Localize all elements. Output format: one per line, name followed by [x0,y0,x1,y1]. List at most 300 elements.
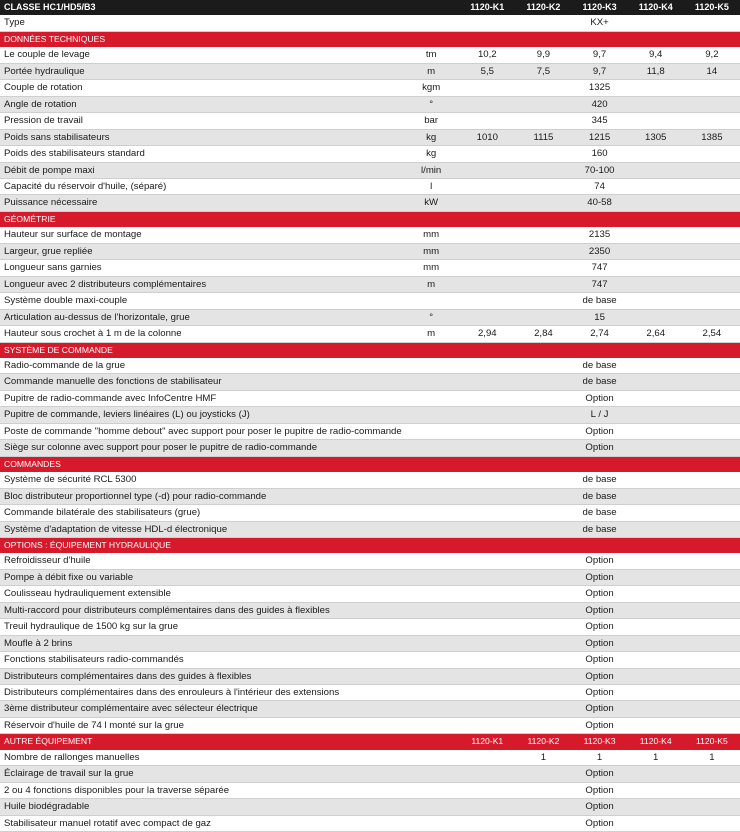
spec-unit [403,717,459,733]
spec-value-cell [684,619,740,635]
spec-value-cell [515,374,571,390]
spec-row [0,96,740,112]
spec-value-all: 345 [572,113,628,129]
spec-label: Largeur, grue repliée [0,243,403,259]
spec-row [0,47,740,63]
spec-value-cell [459,407,515,423]
spec-value-cell [515,390,571,406]
spec-value-cell [459,668,515,684]
model-header: 1120-K5 [684,734,740,750]
spec-label: Bloc distributeur proportionnel type (-d) pour radio-commande [0,488,403,504]
spec-value-all: Option [572,440,628,456]
spec-value-cell [515,80,571,96]
spec-value: 1 [684,750,740,766]
spec-unit [403,569,459,585]
spec-value-cell [628,472,684,488]
spec-value-cell [515,505,571,521]
spec-value-all: de base [572,374,628,390]
spec-value: 1010 [459,129,515,145]
spec-row [0,195,740,211]
spec-value-cell [684,521,740,537]
spec-value-cell [459,80,515,96]
spec-label: Longueur sans garnies [0,260,403,276]
spec-row [0,63,740,79]
model-header: 1120-K3 [572,734,628,750]
spec-row [0,15,740,31]
spec-value-cell [628,586,684,602]
spec-value-cell [459,766,515,782]
spec-value-cell [628,260,684,276]
spec-row [0,178,740,194]
spec-row [0,668,740,684]
spec-value-cell [684,178,740,194]
spec-value-cell [515,358,571,374]
spec-value-cell [684,146,740,162]
spec-value: 1115 [515,129,571,145]
spec-value: 1 [572,750,628,766]
spec-value-all: 2135 [572,227,628,243]
spec-value-cell [628,701,684,717]
spec-unit [403,782,459,798]
spec-value-cell [515,15,571,31]
spec-value-cell [628,309,684,325]
spec-value-cell [459,146,515,162]
spec-label: Hauteur sur surface de montage [0,227,403,243]
spec-unit [403,799,459,815]
spec-value-all: de base [572,488,628,504]
spec-label: Hauteur sous crochet à 1 m de la colonne [0,326,403,342]
spec-value-all: Option [572,553,628,569]
spec-unit [403,423,459,439]
spec-row [0,586,740,602]
spec-value-cell [628,178,684,194]
spec-value-all: 747 [572,260,628,276]
spec-unit: ° [403,309,459,325]
spec-value-cell [459,390,515,406]
spec-value-cell [628,146,684,162]
spec-value-cell [459,799,515,815]
spec-value-all: Option [572,586,628,602]
spec-unit [403,766,459,782]
spec-value-cell [515,602,571,618]
spec-value-all: de base [572,505,628,521]
spec-value-cell [628,358,684,374]
spec-value-cell [628,652,684,668]
spec-label: Siège sur colonne avec support pour poser le pupitre de radio-commande [0,440,403,456]
spec-value-all: Option [572,685,628,701]
spec-value-cell [515,488,571,504]
spec-value-all: Option [572,782,628,798]
spec-value-cell [628,96,684,112]
spec-row [0,717,740,733]
spec-row [0,472,740,488]
spec-row [0,80,740,96]
spec-value-cell [628,80,684,96]
spec-row [0,750,740,766]
spec-value-all: Option [572,569,628,585]
spec-label: Coulisseau hydrauliquement extensible [0,586,403,602]
spec-label: Pression de travail [0,113,403,129]
spec-value: 14 [684,63,740,79]
spec-value-all: Option [572,635,628,651]
spec-unit [403,390,459,406]
spec-value-cell [515,309,571,325]
spec-value-cell [628,815,684,831]
spec-value-all: Option [572,423,628,439]
spec-value-all: Option [572,390,628,406]
spec-value-all: de base [572,472,628,488]
spec-value-cell [459,293,515,309]
spec-value-cell [628,195,684,211]
spec-row [0,521,740,537]
section-unit-cell [403,734,459,750]
spec-value-cell [515,701,571,717]
spec-value-cell [684,586,740,602]
spec-value-cell [684,407,740,423]
spec-value-cell [628,293,684,309]
spec-value-cell [628,488,684,504]
spec-value-cell [459,358,515,374]
spec-row [0,162,740,178]
section-header [0,456,740,472]
spec-value-cell [459,569,515,585]
spec-value-cell [459,717,515,733]
spec-value-cell [459,243,515,259]
spec-value: 1 [515,750,571,766]
spec-value-cell [684,569,740,585]
section-title: GÉOMÉTRIE [0,211,740,227]
spec-value-cell [628,227,684,243]
spec-unit [403,815,459,831]
spec-value-cell [459,782,515,798]
spec-value-cell [628,799,684,815]
spec-value: 2,54 [684,326,740,342]
spec-value-cell [684,799,740,815]
spec-value: 11,8 [628,63,684,79]
spec-unit: l [403,178,459,194]
section-header [0,734,740,750]
spec-unit: kW [403,195,459,211]
spec-value-cell [628,635,684,651]
spec-label: Poids sans stabilisateurs [0,129,403,145]
spec-value-cell [628,505,684,521]
spec-row [0,309,740,325]
spec-value-cell [459,553,515,569]
spec-value: 1 [628,750,684,766]
spec-value-cell [628,390,684,406]
spec-value-cell [684,766,740,782]
spec-value-all: Option [572,701,628,717]
spec-value-cell [459,227,515,243]
spec-unit [403,553,459,569]
spec-label: Débit de pompe maxi [0,162,403,178]
spec-value-all: 2350 [572,243,628,259]
spec-label: Commande manuelle des fonctions de stabilisateur [0,374,403,390]
spec-value-cell [684,96,740,112]
section-header [0,31,740,47]
spec-row [0,326,740,342]
spec-row [0,407,740,423]
spec-row [0,619,740,635]
spec-unit: m [403,326,459,342]
spec-value-cell [684,390,740,406]
spec-value-cell [459,635,515,651]
spec-value-all: KX+ [572,15,628,31]
spec-row [0,423,740,439]
spec-row [0,569,740,585]
spec-unit [403,407,459,423]
spec-label: Fonctions stabilisateurs radio-commandés [0,652,403,668]
model-header: 1120-K3 [572,0,628,15]
spec-label: Système de sécurité RCL 5300 [0,472,403,488]
spec-value: 9,9 [515,47,571,63]
spec-value: 7,5 [515,63,571,79]
unit-header [403,0,459,15]
spec-value-cell [515,766,571,782]
spec-label: Système double maxi-couple [0,293,403,309]
spec-value-cell [515,178,571,194]
spec-unit [403,358,459,374]
spec-value-cell [515,146,571,162]
spec-value-cell [459,276,515,292]
spec-label: Portée hydraulique [0,63,403,79]
spec-value-cell [515,96,571,112]
spec-value-cell [515,195,571,211]
section-title: AUTRE ÉQUIPEMENT [0,734,403,750]
spec-value-cell [459,423,515,439]
spec-unit [403,293,459,309]
model-header: 1120-K2 [515,0,571,15]
spec-row [0,635,740,651]
spec-value-cell [628,766,684,782]
spec-unit: mm [403,243,459,259]
spec-value-all: de base [572,521,628,537]
spec-label: Commande bilatérale des stabilisateurs (grue) [0,505,403,521]
spec-value-cell [684,635,740,651]
spec-value-cell [515,440,571,456]
spec-value-cell [515,407,571,423]
spec-label: Poids des stabilisateurs standard [0,146,403,162]
spec-row [0,227,740,243]
spec-label: Couple de rotation [0,80,403,96]
spec-label: Angle de rotation [0,96,403,112]
spec-label: Articulation au-dessus de l'horizontale, grue [0,309,403,325]
spec-value-cell [628,374,684,390]
spec-label: Système d'adaptation de vitesse HDL-d électronique [0,521,403,537]
spec-unit: l/min [403,162,459,178]
spec-row [0,505,740,521]
spec-value-cell [459,619,515,635]
spec-value-cell [684,782,740,798]
spec-value-all: Option [572,815,628,831]
spec-unit [403,750,459,766]
spec-row [0,782,740,798]
spec-value-cell [515,799,571,815]
spec-label: Type [0,15,403,31]
spec-value-cell [684,80,740,96]
spec-unit [403,652,459,668]
spec-value-cell [628,619,684,635]
spec-value-cell [684,260,740,276]
spec-value-cell [459,195,515,211]
spec-row [0,602,740,618]
model-header: 1120-K1 [459,734,515,750]
section-header [0,211,740,227]
spec-unit [403,586,459,602]
spec-value-cell [459,96,515,112]
table-title: CLASSE HC1/HD5/B3 [0,0,403,15]
spec-unit: tm [403,47,459,63]
spec-value-cell [459,521,515,537]
spec-value-cell [684,553,740,569]
spec-row [0,113,740,129]
section-title: OPTIONS : ÉQUIPEMENT HYDRAULIQUE [0,537,740,553]
spec-value-cell [684,309,740,325]
spec-value-cell [515,162,571,178]
spec-value-cell [515,652,571,668]
model-header: 1120-K5 [684,0,740,15]
spec-row [0,129,740,145]
spec-label: 2 ou 4 fonctions disponibles pour la traverse séparée [0,782,403,798]
spec-unit [403,374,459,390]
spec-unit [403,602,459,618]
spec-value-cell [515,423,571,439]
spec-value-cell [684,652,740,668]
table-header-row [0,0,740,15]
spec-value-cell [628,162,684,178]
spec-value-cell [459,260,515,276]
spec-value-cell [459,505,515,521]
spec-value-cell [628,440,684,456]
spec-row [0,293,740,309]
spec-value-cell [459,440,515,456]
spec-value-cell [684,293,740,309]
spec-value-cell [628,243,684,259]
spec-value: 5,5 [459,63,515,79]
spec-value-cell [515,717,571,733]
spec-value: 2,94 [459,326,515,342]
spec-value-cell [628,423,684,439]
spec-value-cell [628,668,684,684]
spec-value-cell [515,569,571,585]
spec-value-cell [515,815,571,831]
spec-unit: m [403,63,459,79]
spec-value-cell [628,113,684,129]
spec-value-cell [628,276,684,292]
spec-value: 9,7 [572,47,628,63]
section-title: COMMANDES [0,456,740,472]
spec-value: 2,64 [628,326,684,342]
spec-value-cell [628,521,684,537]
spec-label: Stabilisateur manuel rotatif avec compact de gaz [0,815,403,831]
spec-value-cell [515,619,571,635]
spec-row [0,701,740,717]
spec-unit [403,635,459,651]
spec-label: Moufle à 2 brins [0,635,403,651]
spec-value-all: 70-100 [572,162,628,178]
spec-label: Puissance nécessaire [0,195,403,211]
spec-row [0,488,740,504]
spec-value-cell [515,243,571,259]
spec-unit: mm [403,227,459,243]
spec-value-cell [459,472,515,488]
spec-row [0,276,740,292]
spec-unit: bar [403,113,459,129]
spec-label: Pompe à débit fixe ou variable [0,569,403,585]
spec-value-cell [459,374,515,390]
spec-value-cell [515,553,571,569]
spec-label: Capacité du réservoir d'huile, (séparé) [0,178,403,194]
spec-row [0,146,740,162]
spec-label: Pupitre de radio-commande avec InfoCentre HMF [0,390,403,406]
spec-value-cell [459,815,515,831]
spec-label: Treuil hydraulique de 1500 kg sur la grue [0,619,403,635]
spec-value-cell [459,15,515,31]
spec-value-cell [684,374,740,390]
spec-value: 9,4 [628,47,684,63]
spec-value-cell [515,635,571,651]
spec-value-cell [515,782,571,798]
spec-value-all: de base [572,358,628,374]
spec-label: Multi-raccord pour distributeurs complémentaires dans des guides à flexibles [0,602,403,618]
spec-value-cell [459,178,515,194]
spec-value-all: Option [572,619,628,635]
spec-row [0,440,740,456]
spec-value: 1215 [572,129,628,145]
spec-value: 10,2 [459,47,515,63]
spec-label: Le couple de levage [0,47,403,63]
spec-row [0,766,740,782]
spec-unit: kg [403,129,459,145]
spec-value: 9,7 [572,63,628,79]
spec-value [459,750,515,766]
spec-value-all: Option [572,668,628,684]
spec-label: Huile biodégradable [0,799,403,815]
model-header: 1120-K2 [515,734,571,750]
spec-value-cell [684,815,740,831]
spec-unit: kgm [403,80,459,96]
spec-row [0,799,740,815]
spec-value-cell [684,15,740,31]
spec-row [0,243,740,259]
spec-label: Pupitre de commande, leviers linéaires (L) ou joysticks (J) [0,407,403,423]
section-title: DONNÉES TECHNIQUES [0,31,740,47]
spec-value: 2,84 [515,326,571,342]
spec-label: Éclairage de travail sur la grue [0,766,403,782]
spec-row [0,374,740,390]
spec-row [0,815,740,831]
spec-value-all: Option [572,602,628,618]
spec-value-cell [628,602,684,618]
spec-value: 2,74 [572,326,628,342]
spec-value-cell [515,586,571,602]
spec-unit [403,685,459,701]
spec-value-all: Option [572,652,628,668]
model-header: 1120-K4 [628,0,684,15]
spec-value-cell [684,227,740,243]
spec-value-cell [515,668,571,684]
spec-row [0,390,740,406]
spec-unit [403,15,459,31]
spec-value-all: Option [572,717,628,733]
spec-row [0,358,740,374]
spec-value-cell [628,553,684,569]
spec-value-cell [684,668,740,684]
spec-value-all: 15 [572,309,628,325]
spec-value-cell [515,685,571,701]
spec-unit [403,701,459,717]
model-header: 1120-K1 [459,0,515,15]
